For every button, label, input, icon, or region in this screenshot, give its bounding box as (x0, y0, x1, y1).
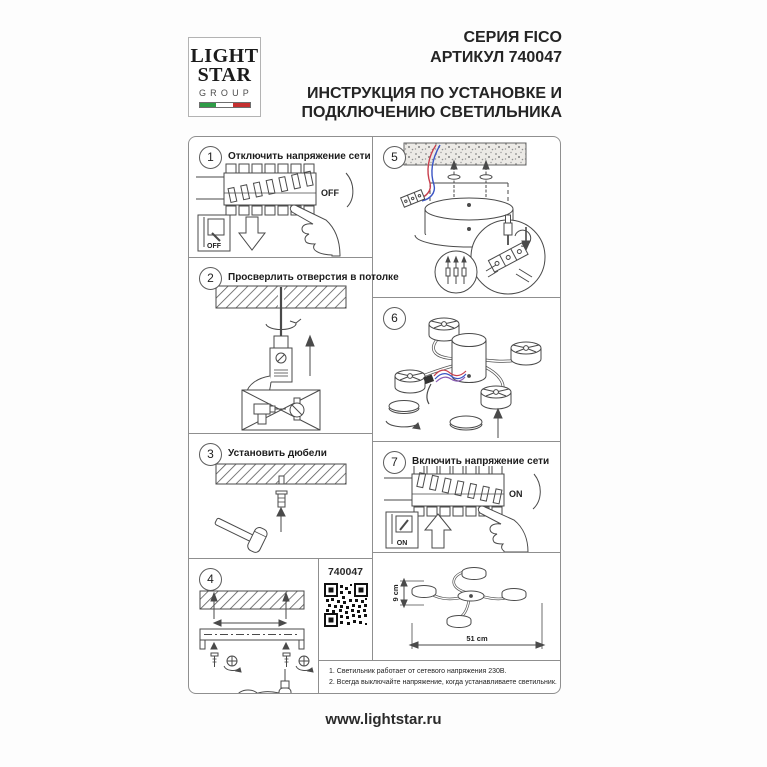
breaker-strip (412, 466, 504, 516)
website-url: www.lightstar.ru (325, 711, 442, 728)
screw-icon (448, 161, 460, 197)
note-2: 2. Всегда выключайте напряжение, когда устанавливаете светильник. (329, 679, 557, 687)
off-inset-label: OFF (207, 243, 221, 250)
screw-icon (211, 643, 218, 667)
step-label: Просверлить отверстия в потолке (228, 272, 399, 283)
on-inset-label: ON (396, 540, 408, 547)
step-5-panel (372, 136, 561, 298)
logo-star: STAR (197, 64, 252, 86)
dimensions-illustration (374, 555, 561, 659)
article-number: АРТИКУЛ 740047 (430, 49, 562, 66)
drill-ceiling-illustration (190, 284, 371, 432)
dowel-icon (276, 491, 287, 507)
wires (427, 370, 466, 404)
step-2-panel (188, 257, 399, 434)
header (260, 28, 562, 122)
step-number: 7 (383, 451, 406, 474)
screw-icon (283, 643, 290, 667)
step-4-panel (188, 558, 319, 694)
lamp-head (395, 370, 425, 393)
logo-group: GROUP (198, 88, 253, 98)
screwdriver-icon (237, 669, 291, 693)
step-6-panel (372, 297, 561, 442)
width-dimension (410, 603, 544, 649)
dimensions-panel (372, 552, 561, 661)
step-label: Отключить напряжение сети (228, 151, 371, 162)
instruction-title (260, 84, 562, 122)
lamp-head (511, 342, 541, 365)
step-label: Включить напряжение сети (412, 456, 550, 467)
width-label: 51 cm (466, 634, 488, 643)
motion-arc (346, 173, 353, 207)
qr-code (324, 583, 368, 627)
step-3-panel (188, 433, 373, 559)
switch-off-inset (198, 215, 230, 251)
no-drill-warning-icon (242, 390, 320, 430)
logo-light: LIGHT (190, 45, 259, 67)
screw-icon (480, 161, 492, 197)
down-arrow-icon (239, 217, 265, 250)
lamp-head (481, 386, 511, 409)
switch-on-inset (386, 512, 418, 548)
screw-turn-icon (224, 656, 241, 672)
step-1-panel (188, 136, 373, 258)
screw-turn-icon (296, 656, 313, 672)
on-label: ON (509, 489, 523, 499)
dowel-hammer-illustration (190, 460, 371, 557)
height-label: 9 cm (391, 584, 400, 602)
breaker-on-illustration (376, 466, 561, 552)
up-arrow-icon (425, 514, 451, 548)
off-label: OFF (321, 188, 339, 198)
step-number: 5 (383, 146, 406, 169)
breaker-strip (224, 164, 316, 215)
lightstar-logo (188, 37, 261, 117)
step-label: Установить дюбели (228, 448, 327, 459)
step-number: 2 (199, 267, 222, 290)
hammer-icon (211, 509, 269, 554)
instruction-title-line2: ПОДКЛЮЧЕНИЮ СВЕТИЛЬНИКА (301, 104, 562, 121)
shade-ring (386, 401, 420, 430)
qr-article-number: 740047 (327, 566, 364, 578)
italian-flag-icon (199, 102, 251, 108)
note-1: 1. Светильник работает от сетевого напряжения 230В. (329, 668, 507, 675)
series-title: СЕРИЯ FICO (463, 29, 562, 46)
qr-panel (318, 558, 373, 661)
bracket-mount-illustration (190, 589, 319, 693)
step-number: 6 (383, 307, 406, 330)
step-number: 4 (199, 568, 222, 591)
steps-grid (188, 136, 561, 694)
step-7-panel (372, 441, 561, 553)
breaker-off-illustration (190, 163, 371, 257)
diffuser (450, 416, 482, 430)
step-number: 1 (199, 146, 222, 169)
instruction-title-line1: ИНСТРУКЦИЯ ПО УСТАНОВКЕ И (306, 85, 562, 102)
notes-panel (318, 660, 561, 694)
motion-arc (533, 474, 540, 509)
terminal-block (401, 190, 425, 208)
hand-icon (290, 205, 340, 256)
hand-icon (478, 506, 528, 552)
ceiling-slab (404, 143, 526, 165)
step-number: 3 (199, 443, 222, 466)
